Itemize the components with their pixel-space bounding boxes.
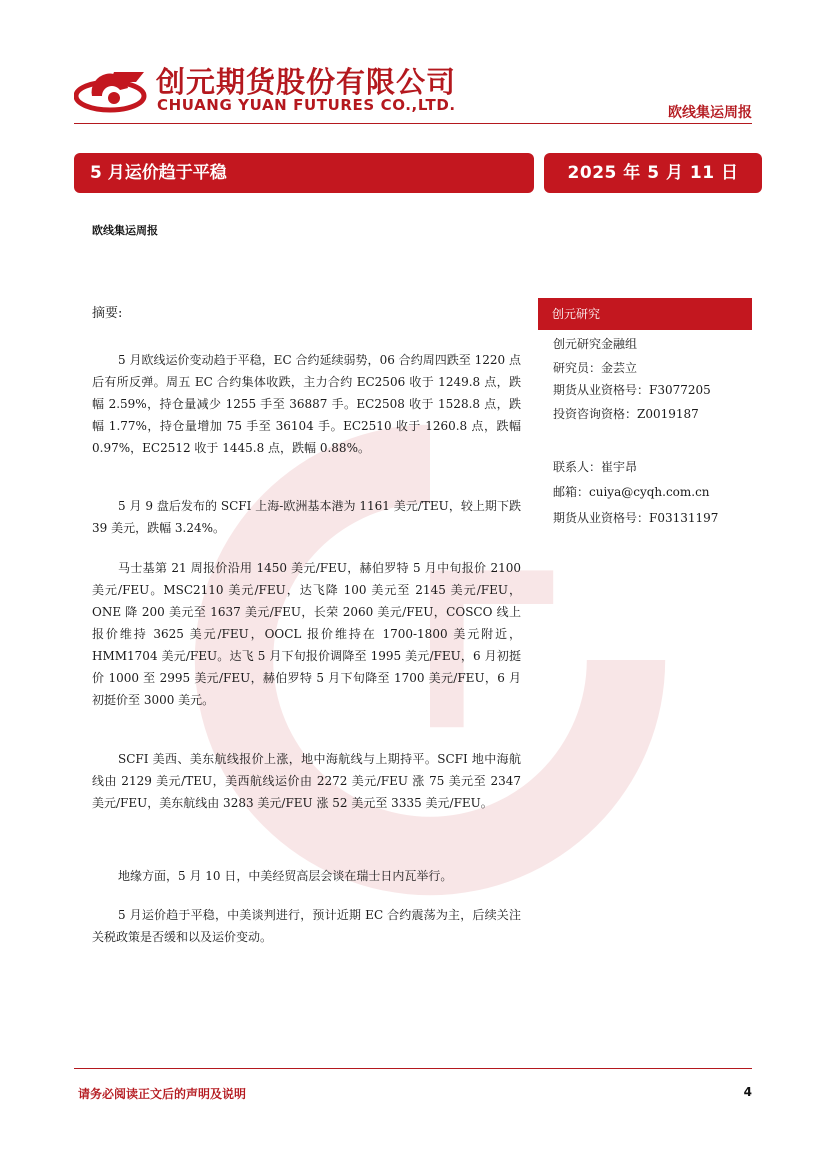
company-name-en: CHUANG YUAN FUTURES CO.,LTD. — [157, 96, 456, 114]
sidebar-futures-license: 期货从业资格号：F3077205 — [553, 383, 711, 397]
company-name-cn: 创元期货股份有限公司 — [156, 65, 457, 99]
header-divider — [74, 123, 752, 124]
summary-paragraph: 5 月欧线运价变动趋于平稳，EC 合约延续弱势，06 合约周四跌至 1220 点后有所反弹。周五 EC 合约集体收跌，主力合约 EC2506 收于 1249.8 点，跌幅 2.59%，持仓量减少 1255 手至 36887 手。EC2508 收于 1528.8 点，跌幅 1.77%，持仓量增加 75 手至 36104 手。EC2510 收于 1260.8 点，跌幅 0.97%，EC2512 收于 1445.8 点，跌幅 0.88%。 — [92, 353, 521, 455]
sidebar-contact: 联系人：崔宇昂 — [553, 460, 638, 474]
sidebar-team: 创元研究金融组 — [553, 337, 638, 351]
report-title: 5 月运价趋于平稳 — [74, 153, 534, 193]
report-date: 2025 年 5 月 11 日 — [544, 153, 762, 193]
footer-disclaimer: 请务必阅读正文后的声明及说明 — [78, 1087, 247, 1101]
sidebar-heading: 创元研究 — [538, 298, 752, 330]
footer-divider — [74, 1068, 752, 1069]
sidebar-advisory-license: 投资咨询资格：Z0019187 — [553, 407, 699, 421]
summary-paragraph: SCFI 美西、美东航线报价上涨，地中海航线与上期持平。SCFI 地中海航线由 2129 美元/TEU，美西航线运价由 2272 美元/FEU 涨 75 美元至 2347 美元/FEU，美东航线由 3283 美元/FEU 涨 52 美元至 3335 美元/FEU。 — [92, 752, 521, 810]
summary-paragraph: 5 月 9 盘后发布的 SCFI 上海-欧洲基本港为 1161 美元/TEU，较上期下跌 39 美元，跌幅 3.24%。 — [92, 499, 521, 535]
summary-heading: 摘要: — [92, 306, 123, 321]
summary-paragraph: 5 月运价趋于平稳，中美谈判进行，预计近期 EC 合约震荡为主，后续关注关税政策是否缓和以及运价变动。 — [92, 908, 521, 944]
sidebar-researcher: 研究员：金芸立 — [553, 361, 638, 375]
summary-paragraph: 马士基第 21 周报价沿用 1450 美元/FEU，赫伯罗特 5 月中旬报价 2100 美元/FEU。MSC2110 美元/FEU，达飞降 100 美元至 2145 美元/FEU，ONE 降 200 美元至 1637 美元/FEU，长荣 2060 美元/FEU，COSCO 线上报价维持 3625 美元/FEU，OOCL 报价维持在 1700-1800 美元附近，HMM1704 美元/FEU。达飞 5 月下旬报价调降至 1995 美元/FEU，6 月初挺价 1000 至 2995 美元/FEU，赫伯罗特 5 月下旬降至 1700 美元/FEU，6 月初挺价至 3000 美元。 — [92, 561, 521, 707]
summary-paragraph: 地缘方面，5 月 10 日，中美经贸高层会谈在瑞士日内瓦举行。 — [118, 869, 453, 883]
sidebar-contact-license: 期货从业资格号：F03131197 — [553, 511, 719, 525]
company-logo-icon — [74, 66, 152, 116]
header-report-name: 欧线集运周报 — [668, 105, 752, 121]
page-number: 4 — [743, 1085, 752, 1099]
sidebar-email: 邮箱：cuiya@cyqh.com.cn — [553, 485, 710, 499]
report-type-label: 欧线集运周报 — [92, 224, 158, 237]
